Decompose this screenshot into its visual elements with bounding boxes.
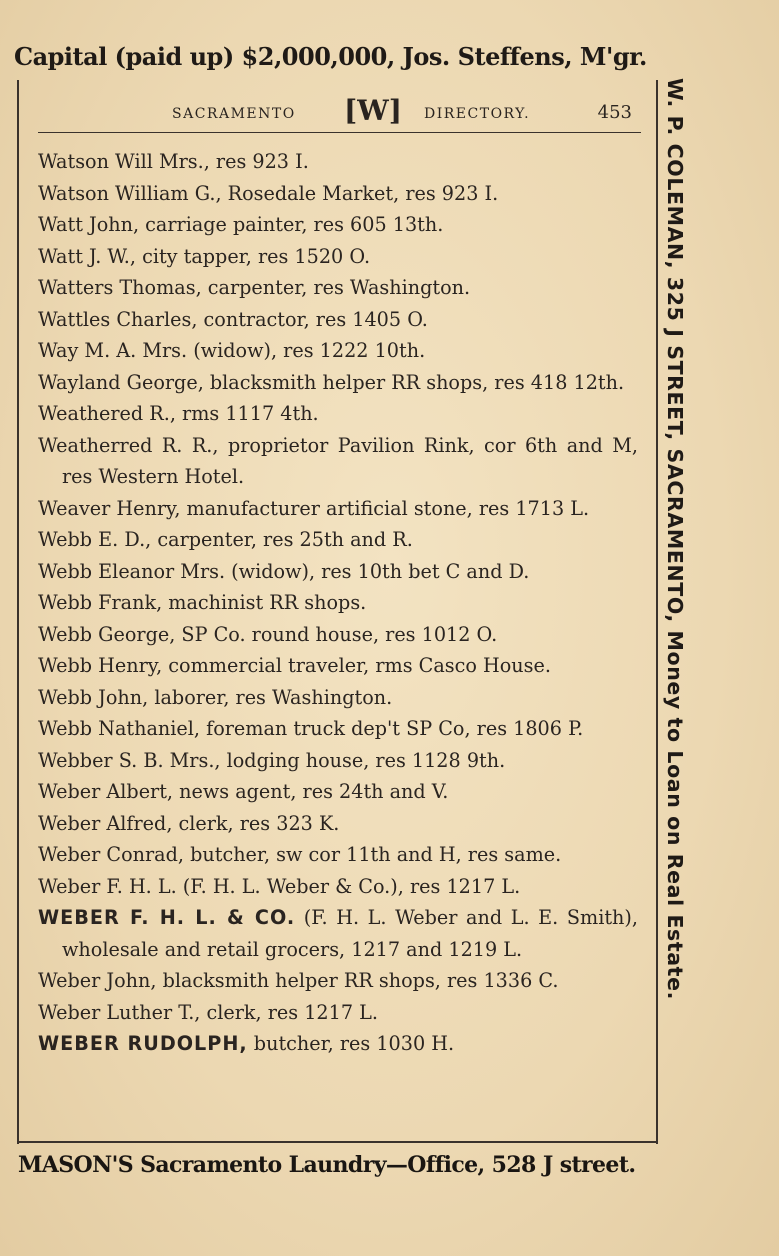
directory-entry: [38, 304, 638, 336]
entry-text: Weber F. H. L. (F. H. L. Weber & Co.), res 1217 L.: [38, 874, 521, 898]
entry-text: Watt John, carriage painter, res 605 13th.: [38, 213, 444, 236]
entry-text: Webber S. B. Mrs., lodging house, res 1128 9th.: [38, 748, 506, 772]
entry-text: Watt J. W., city tapper, res 1520 O.: [38, 244, 371, 268]
directory-entry: [38, 713, 638, 745]
directory-entry: [38, 619, 638, 651]
directory-entry: [38, 146, 638, 178]
directory-entry: [38, 209, 638, 241]
directory-entry: [38, 1028, 638, 1060]
frame-bottom-rule: [17, 1141, 658, 1143]
entry-text: Weber Alfred, clerk, res 323 K.: [38, 811, 340, 835]
entry-text: Webb Frank, machinist RR shops.: [38, 591, 367, 614]
entry-text: Webb E. D., carpenter, res 25th and R.: [38, 528, 413, 551]
header-rule: [38, 132, 641, 133]
directory-entry: [38, 902, 638, 965]
directory-entry: [38, 556, 638, 588]
directory-entry: [38, 587, 638, 619]
directory-entry: [38, 839, 638, 871]
page-number: 453: [597, 102, 632, 123]
entry-text: Webb John, laborer, res Washington.: [38, 685, 393, 709]
directory-entries: [38, 146, 638, 1060]
directory-entry: [38, 398, 638, 430]
entry-text: Weber John, blacksmith helper RR shops, res 1336 C.: [38, 969, 559, 992]
header-city: SACRAMENTO: [172, 106, 296, 122]
entry-text: Weber Albert, news agent, res 24th and V.: [38, 780, 449, 803]
entry-text: Way M. A. Mrs. (widow), res 1222 10th.: [38, 339, 426, 362]
directory-entry: [38, 776, 638, 808]
directory-entry: [38, 871, 638, 903]
directory-entry: [38, 493, 638, 525]
directory-entry: [38, 241, 638, 273]
directory-entry: [38, 272, 638, 304]
top-advertisement: Capital (paid up) $2,000,000, Jos. Steffens, M'gr.: [14, 42, 647, 71]
directory-entry: [38, 745, 638, 777]
entry-text: Watson Will Mrs., res 923 I.: [38, 150, 309, 173]
entry-text: butcher, res 1030 H.: [247, 1032, 455, 1055]
header-letter: [W]: [344, 94, 402, 127]
directory-entry: [38, 965, 638, 997]
entry-business-name: WEBER F. H. L. & CO.: [38, 906, 296, 929]
entry-text: Weaver Henry, manufacturer artificial stone, res 1713 L.: [38, 496, 590, 520]
directory-entry: [38, 178, 638, 210]
entry-text: Webb Henry, commercial traveler, rms Casco House.: [38, 654, 551, 677]
directory-entry: [38, 682, 638, 714]
directory-entry: [38, 430, 638, 493]
entry-text: Weathered R., rms 1117 4th.: [38, 402, 319, 425]
header-title: DIRECTORY.: [424, 106, 531, 122]
entry-text: Weber Conrad, butcher, sw cor 11th and H, res same.: [38, 843, 562, 866]
entry-text: Webb Nathaniel, foreman truck dep't SP Co, res 1806 P.: [38, 717, 584, 740]
entry-business-name: WEBER RUDOLPH,: [38, 1032, 248, 1055]
directory-entry: [38, 650, 638, 682]
directory-entry: [38, 808, 638, 840]
side-advertisement: [663, 78, 699, 1152]
directory-entry: [38, 367, 638, 399]
side-advertisement-text: W. P. COLEMAN, 325 J STREET, SACRAMENTO, Money to Loan on Real Estate.: [663, 78, 687, 1000]
running-header: [38, 96, 642, 126]
entry-text: Wattles Charles, contractor, res 1405 O.: [38, 307, 428, 331]
directory-entry: [38, 335, 638, 367]
entry-text: Watson William G., Rosedale Market, res 923 I.: [38, 181, 499, 205]
bottom-advertisement: MASON'S Sacramento Laundry—Office, 528 J street.: [18, 1152, 636, 1178]
entry-text: Webb George, SP Co. round house, res 1012 O.: [38, 622, 498, 646]
entry-text: (F. H. L. Weber and L. E. Smith), wholesale and retail grocers, 1217 and 1219 L.: [62, 906, 638, 961]
directory-entry: [38, 997, 638, 1029]
directory-entry: [38, 524, 638, 556]
entry-text: Weber Luther T., clerk, res 1217 L.: [38, 1000, 378, 1024]
entry-text: Webb Eleanor Mrs. (widow), res 10th bet C and D.: [38, 559, 530, 583]
entry-text: Weatherred R. R., proprietor Pavilion Rink, cor 6th and M, res Western Hotel.: [38, 433, 638, 488]
entry-text: Wayland George, blacksmith helper RR shops, res 418 12th.: [38, 370, 625, 394]
entry-text: Watters Thomas, carpenter, res Washington.: [38, 276, 471, 299]
